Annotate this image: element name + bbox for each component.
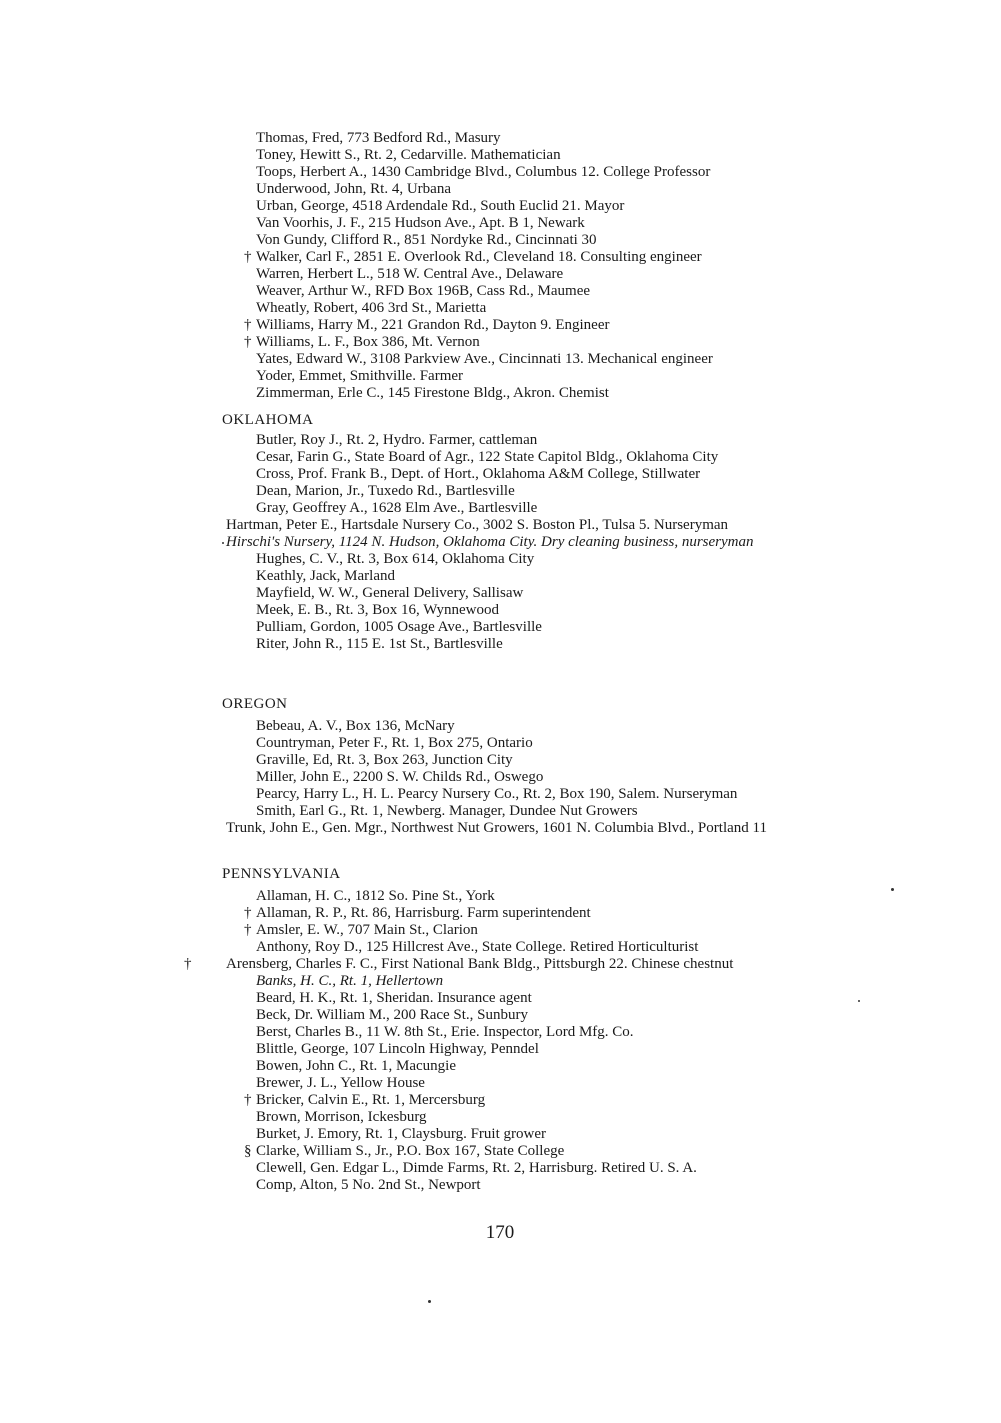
list-item: Berst, Charles B., 11 W. 8th St., Erie. Inspector, Lord Mfg. Co. xyxy=(256,1024,634,1040)
oklahoma-list xyxy=(226,432,896,653)
list-item: Miller, John E., 2200 S. W. Childs Rd., Oswego xyxy=(256,769,544,785)
list-item: Underwood, John, Rt. 4, Urbana xyxy=(256,181,451,197)
list-item: Banks, H. C., Rt. 1, Hellertown xyxy=(256,973,444,989)
list-item: Wheatly, Robert, 406 3rd St., Marietta xyxy=(256,300,487,316)
scan-speck xyxy=(858,1000,860,1002)
list-item: † Amsler, E. W., 707 Main St., Clarion xyxy=(244,922,478,938)
list-item: Comp, Alton, 5 No. 2nd St., Newport xyxy=(256,1177,481,1193)
list-item: † Williams, L. F., Box 386, Mt. Vernon xyxy=(244,334,480,350)
list-item: Riter, John R., 115 E. 1st St., Bartlesville xyxy=(256,636,503,652)
pennsylvania-list xyxy=(184,888,896,1194)
list-item: Van Voorhis, J. F., 215 Hudson Ave., Apt. B 1, Newark xyxy=(256,215,585,231)
list-item: Warren, Herbert L., 518 W. Central Ave., Delaware xyxy=(256,266,564,282)
list-item: Clewell, Gen. Edgar L., Dimde Farms, Rt. 2, Harrisburg. Retired U. S. A. xyxy=(256,1160,697,1176)
list-item: Dean, Marion, Jr., Tuxedo Rd., Bartlesville xyxy=(256,483,515,499)
scan-speck xyxy=(222,542,224,544)
ohio-continued-list xyxy=(244,130,896,402)
list-item: † Arensberg, Charles F. C., First National Bank Bldg., Pittsburgh 22. Chinese chestnut xyxy=(184,956,734,972)
list-item: Butler, Roy J., Rt. 2, Hydro. Farmer, cattleman xyxy=(256,432,538,448)
list-item: Blittle, George, 107 Lincoln Highway, Penndel xyxy=(256,1041,539,1057)
list-item: Trunk, John E., Gen. Mgr., Northwest Nut Growers, 1601 N. Columbia Blvd., Portland 11 xyxy=(226,820,767,836)
list-item: Keathly, Jack, Marland xyxy=(256,568,395,584)
list-item: Von Gundy, Clifford R., 851 Nordyke Rd., Cincinnati 30 xyxy=(256,232,597,248)
list-item: Anthony, Roy D., 125 Hillcrest Ave., State College. Retired Horticulturist xyxy=(256,939,699,955)
list-item: Graville, Ed, Rt. 3, Box 263, Junction City xyxy=(256,752,513,768)
scan-speck xyxy=(428,1300,431,1303)
list-item: Smith, Earl G., Rt. 1, Newberg. Manager, Dundee Nut Growers xyxy=(256,803,638,819)
list-item: Toney, Hewitt S., Rt. 2, Cedarville. Mathematician xyxy=(256,147,561,163)
list-item: Hughes, C. V., Rt. 3, Box 614, Oklahoma City xyxy=(256,551,535,567)
list-item: Bowen, John C., Rt. 1, Macungie xyxy=(256,1058,456,1074)
list-item: Countryman, Peter F., Rt. 1, Box 275, Ontario xyxy=(256,735,533,751)
list-item: Beck, Dr. William M., 200 Race St., Sunbury xyxy=(256,1007,529,1023)
list-item: Allaman, H. C., 1812 So. Pine St., York xyxy=(256,888,495,904)
list-item: † Bricker, Calvin E., Rt. 1, Mercersburg xyxy=(244,1092,486,1108)
list-item: Hartman, Peter E., Hartsdale Nursery Co., 3002 S. Boston Pl., Tulsa 5. Nurseryman xyxy=(226,517,729,533)
list-item: Cesar, Farin G., State Board of Agr., 122 State Capitol Bldg., Oklahoma City xyxy=(256,449,719,465)
list-item: Brewer, J. L., Yellow House xyxy=(256,1075,425,1091)
list-item: Mayfield, W. W., General Delivery, Sallisaw xyxy=(256,585,524,601)
page-number: 170 xyxy=(485,1222,515,1243)
list-item: Thomas, Fred, 773 Bedford Rd., Masury xyxy=(256,130,501,146)
list-item: Urban, George, 4518 Ardendale Rd., South Euclid 21. Mayor xyxy=(256,198,625,214)
scan-speck xyxy=(891,888,894,891)
section-heading-oklahoma: OKLAHOMA xyxy=(222,412,314,428)
list-item: Toops, Herbert A., 1430 Cambridge Blvd., Columbus 12. College Professor xyxy=(256,164,711,180)
list-item: † Allaman, R. P., Rt. 86, Harrisburg. Farm superintendent xyxy=(244,905,591,921)
oregon-list xyxy=(226,718,896,837)
list-item: † Walker, Carl F., 2851 E. Overlook Rd., Cleveland 18. Consulting engineer xyxy=(244,249,702,265)
list-item: Cross, Prof. Frank B., Dept. of Hort., Oklahoma A&M College, Stillwater xyxy=(256,466,701,482)
list-item: Hirschi's Nursery, 1124 N. Hudson, Oklahoma City. Dry cleaning business, nurseryman xyxy=(226,534,754,550)
list-item: Yates, Edward W., 3108 Parkview Ave., Cincinnati 13. Mechanical engineer xyxy=(256,351,713,367)
section-heading-oregon: OREGON xyxy=(222,696,288,712)
section-heading-pennsylvania: PENNSYLVANIA xyxy=(222,866,341,882)
list-item: Beard, H. K., Rt. 1, Sheridan. Insurance agent xyxy=(256,990,532,1006)
list-item: Bebeau, A. V., Box 136, McNary xyxy=(256,718,455,734)
list-item: Zimmerman, Erle C., 145 Firestone Bldg., Akron. Chemist xyxy=(256,385,609,401)
list-item: † Williams, Harry M., 221 Grandon Rd., Dayton 9. Engineer xyxy=(244,317,610,333)
list-item: Yoder, Emmet, Smithville. Farmer xyxy=(256,368,464,384)
list-item: § Clarke, William S., Jr., P.O. Box 167, State College xyxy=(244,1143,565,1159)
list-item: Pearcy, Harry L., H. L. Pearcy Nursery Co., Rt. 2, Box 190, Salem. Nurseryman xyxy=(256,786,738,802)
list-item: Weaver, Arthur W., RFD Box 196B, Cass Rd., Maumee xyxy=(256,283,591,299)
list-item: Brown, Morrison, Ickesburg xyxy=(256,1109,427,1125)
list-item: Gray, Geoffrey A., 1628 Elm Ave., Bartlesville xyxy=(256,500,538,516)
list-item: Burket, J. Emory, Rt. 1, Claysburg. Fruit grower xyxy=(256,1126,546,1142)
list-item: Meek, E. B., Rt. 3, Box 16, Wynnewood xyxy=(256,602,499,618)
list-item: Pulliam, Gordon, 1005 Osage Ave., Bartlesville xyxy=(256,619,542,635)
